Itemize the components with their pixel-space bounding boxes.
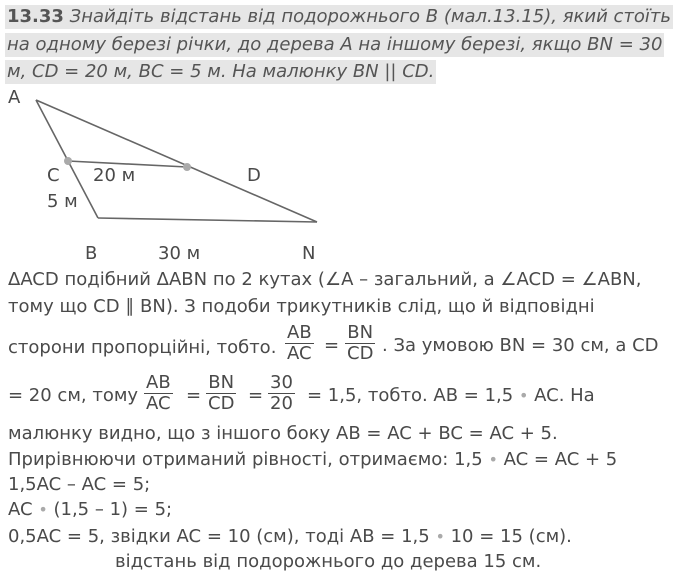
solution-line-9 [8,525,572,549]
solution-line-4c-text: AC. На [534,385,595,406]
fraction-den: CD [347,343,374,364]
solution-line-1: ΔACD подібний ΔABN по 2 кутах (∠A – загальний, а ∠ACD = ∠ABN, [8,269,642,290]
multiply-dot: • [488,450,498,469]
solution-line-6a: Прирівнюючи отриманий рівності, отримаємо: 1,5 [8,449,483,470]
label-bc-length: 5 м [47,191,78,212]
solution-line-5: малюнку видно, що з іншого боку AB = AC + BC = AC + 5. [8,423,558,444]
solution-line-8b: (1,5 – 1) = 5; [53,499,173,520]
fraction-num: 30 [270,372,293,393]
solution-line-7: 1,5AC – AC = 5; [8,474,151,495]
point-c [64,157,72,165]
fraction-num: BN [345,323,375,344]
fraction-num: AB [146,372,171,393]
solution-line-4a: = 20 см, тому [8,385,139,406]
fraction-30-20 [268,373,295,414]
label-cd-length: 20 м [93,165,136,186]
fraction-bn-cd-1 [345,323,375,364]
problem-line-3: м, CD = 20 м, BC = 5 м. На малюнку BN || CD. [7,61,435,82]
multiply-dot: • [518,386,529,405]
equals-sign: = [248,385,264,406]
equals-sign: = [324,335,340,356]
problem-text-1: Знайдіть відстань від подорожнього B (мал.13.15), який стоїть [69,6,672,27]
fraction-den: 20 [270,393,293,414]
label-b: B [85,243,98,264]
label-n: N [302,243,316,264]
fraction-bn-cd-2 [206,373,236,414]
solution-line-9b: 10 = 15 (см). [450,526,572,547]
label-c: C [47,165,60,186]
point-d [183,163,191,171]
fraction-num: AB [287,322,312,343]
fraction-ab-ac-1 [285,323,314,364]
label-bn-length: 30 м [158,243,201,264]
label-d: D [247,165,261,186]
problem-line-2: на одному березі річки, до дерева A на іншому березі, якщо BN = 30 [7,34,663,55]
multiply-dot: • [435,527,445,546]
solution-line-9a: 0,5AC = 5, звідки AC = 10 (см), тоді AB = 1,5 [8,526,430,547]
solution-line-6b: AC = AC + 5 [503,449,618,470]
side-bn [98,218,317,222]
solution-answer: відстань від подорожнього до дерева 15 см. [115,551,542,572]
solution-line-2: тому що CD ∥ BN). З подоби трикутників слід, що й відповідні [8,296,595,317]
fraction-num: BN [206,373,236,394]
fraction-den: AC [146,393,171,414]
solution-line-8 [8,498,172,522]
solution-line-8a: AC [8,499,33,520]
multiply-dot: • [38,500,48,519]
fraction-den: CD [208,393,235,414]
solution-line-3a: сторони пропорційні, тобто. [8,337,277,358]
fraction-ab-ac-2 [144,373,173,414]
solution-line-4b [307,385,595,407]
solution-line-3b: . За умовою BN = 30 см, а CD [382,335,659,356]
solution-line-6 [8,448,617,472]
equals-sign: = [186,385,202,406]
label-a: A [8,87,21,108]
solution-line-4b-text: = 1,5, тобто. AB = 1,5 [307,385,514,406]
fraction-den: AC [287,343,312,364]
problem-number: 13.33 [7,6,64,27]
